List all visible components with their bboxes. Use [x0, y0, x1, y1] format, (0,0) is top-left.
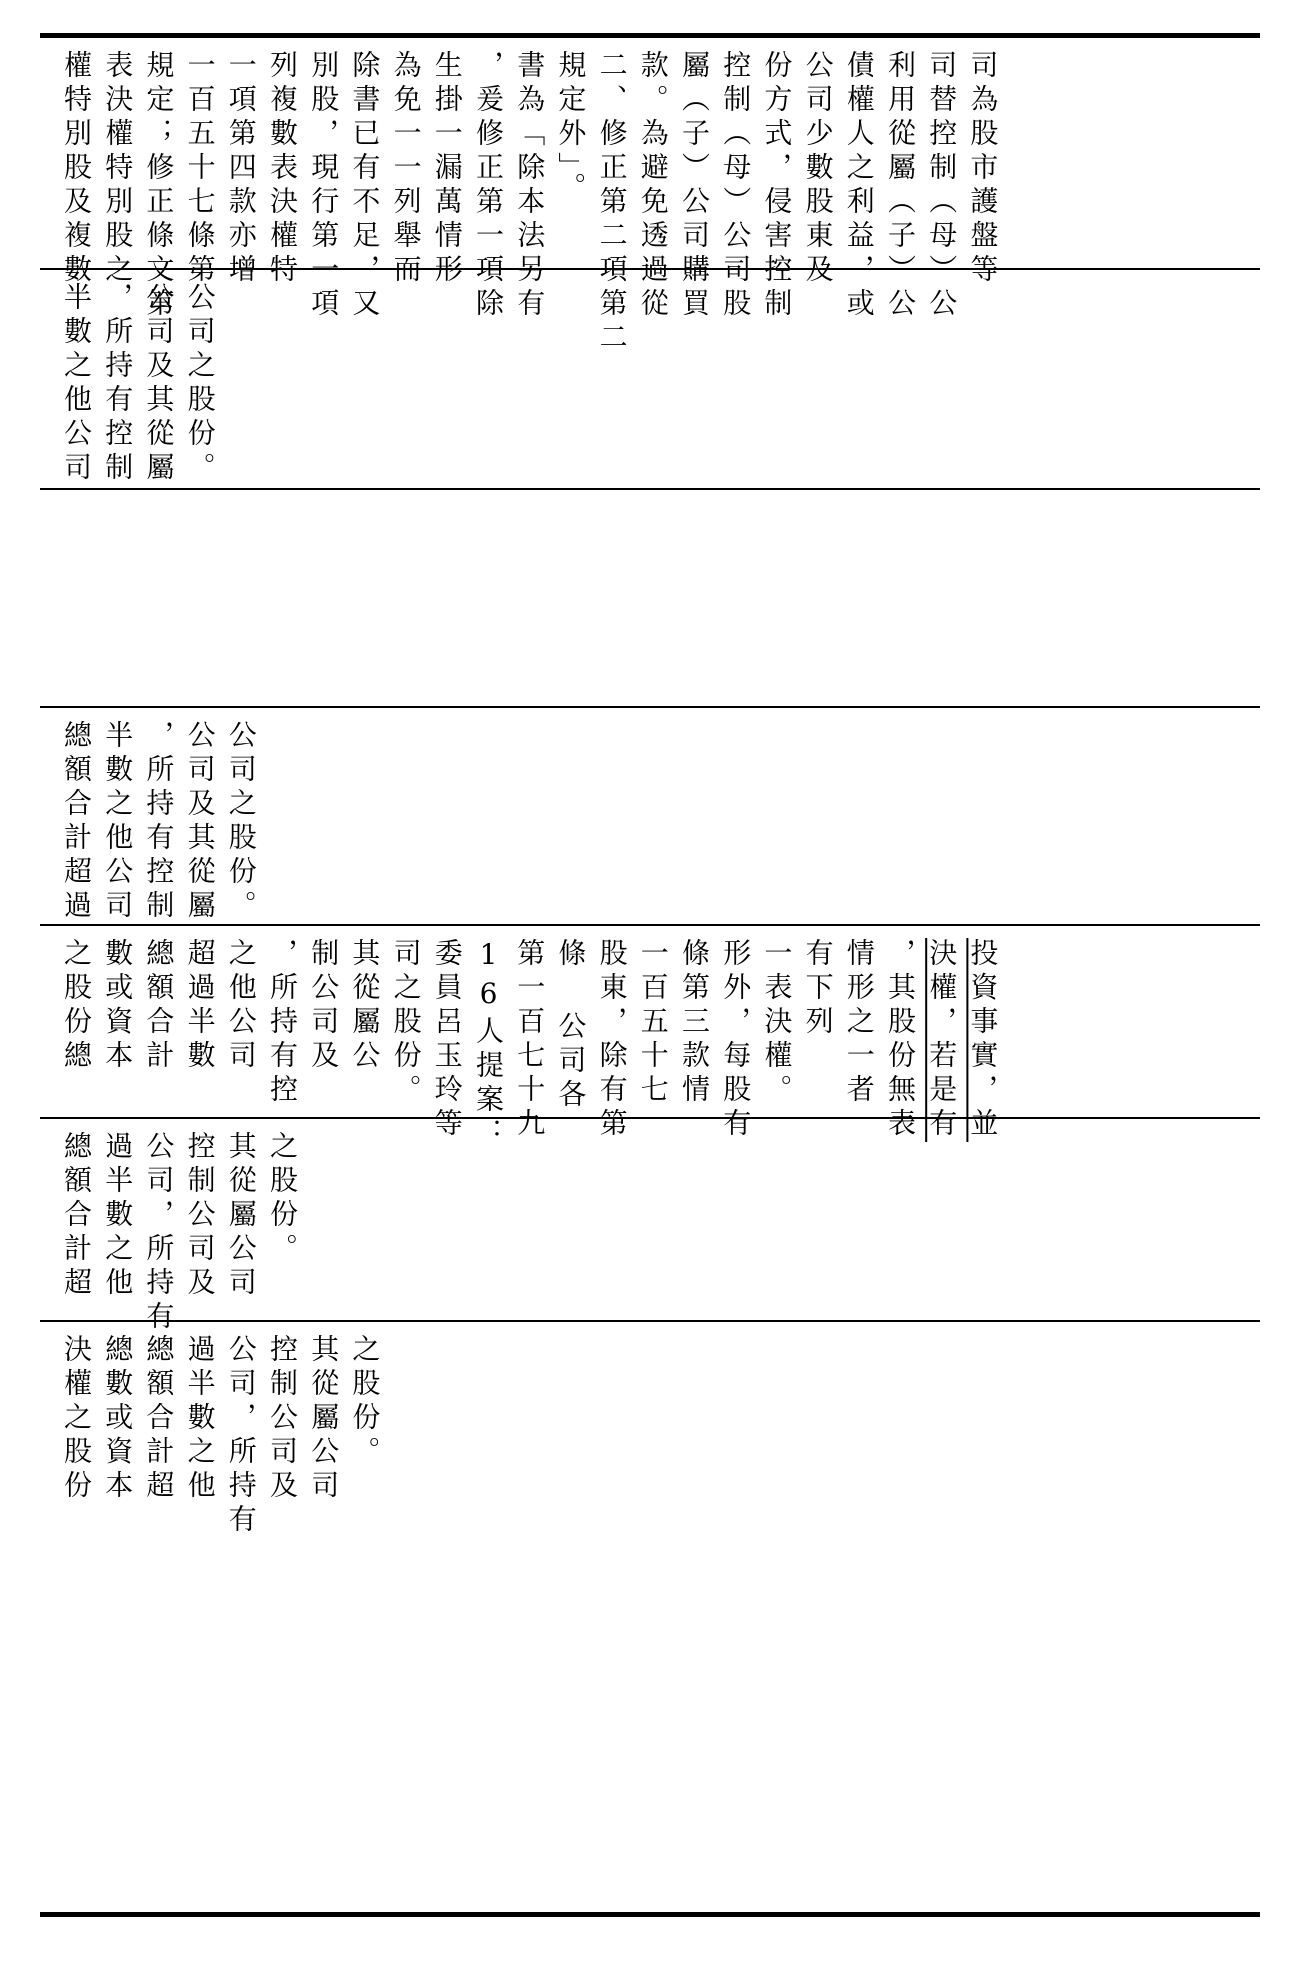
text-line: 數或資本 — [101, 938, 135, 1074]
text-line: 之股份。 — [348, 1334, 382, 1470]
text-line: 控制公司及 — [183, 1131, 217, 1301]
text-line: 第一百七十九 — [513, 938, 547, 1142]
text-line: ，爰修正第一項除 — [472, 50, 505, 322]
table-row — [40, 1322, 1260, 1912]
text-line: 款。為避免透過從 — [636, 50, 670, 322]
text-line: 之股份總 — [60, 938, 93, 1074]
text-line: 條第三款情 — [678, 938, 711, 1108]
text-line: 半數之他公司 — [60, 282, 93, 486]
text-line: 其從屬公司 — [224, 1131, 258, 1301]
text-line: 權特別股及複數 — [60, 50, 93, 288]
text-line: 總額合計 — [142, 938, 176, 1074]
text-line: 控制公司及 — [266, 1334, 299, 1504]
text-line: 控制（母）公司股 — [719, 50, 753, 322]
text-line: 為免一一列舉而 — [389, 50, 423, 288]
text-line: 公司，所持有 — [224, 1334, 258, 1538]
text-line: 投資事實，並 — [966, 938, 1000, 1142]
text-line: 公司，所持有 — [142, 1131, 176, 1335]
text-line: 公司之股份。 — [224, 720, 258, 924]
table-row — [40, 926, 1260, 1152]
text-line: 過半數之他 — [183, 1334, 217, 1504]
bottom-rule — [40, 1912, 1260, 1917]
text-line: 公司及其從屬 — [183, 720, 217, 924]
text-line: 總額合計超 — [142, 1334, 176, 1504]
table-row — [40, 38, 1260, 356]
text-line: 決權之股份 — [60, 1334, 93, 1504]
text-line: 有下列 — [801, 938, 835, 1040]
text-line: 形外，每股有 — [719, 938, 753, 1142]
text-line: 之他公司 — [224, 938, 258, 1074]
table-row — [40, 490, 1260, 706]
text-line: 決權，若是有 — [925, 938, 959, 1142]
text-line: ，所持有控 — [266, 938, 299, 1108]
text-line: 一表決權。 — [760, 938, 794, 1108]
table-row — [40, 270, 1260, 488]
text-line: 司之股份。 — [389, 938, 423, 1108]
text-line: 其從屬公司 — [307, 1334, 341, 1504]
text-line: 之股份。 — [266, 1131, 299, 1267]
text-line: 份方式，侵害控制 — [760, 50, 794, 322]
text-line: 股東，除有第 — [595, 938, 629, 1142]
text-line: 總數或資本 — [101, 1334, 135, 1504]
text-line: 一百五十七 — [636, 938, 670, 1108]
text-line: 別股，現行第一項 — [307, 50, 341, 322]
text-line: 二、修正第二項第二 — [595, 50, 629, 356]
text-line: 公司之股份。 — [183, 282, 217, 486]
text-line: 一項第四款亦增 — [224, 50, 258, 288]
text-line: 半數之他公司 — [101, 720, 135, 924]
text-line: 16人提案： — [472, 938, 505, 1152]
text-line: 除書已有不足，又 — [348, 50, 382, 322]
text-line: 超過半數 — [183, 938, 217, 1074]
text-line: ，所持有控制 — [142, 720, 176, 924]
text-line: ，所持有控制 — [101, 282, 135, 486]
text-line: 債權人之利益，或 — [842, 50, 876, 322]
text-line: 總額合計超過 — [60, 720, 93, 924]
text-line: 委員呂玉玲等 — [430, 938, 464, 1142]
text-line: 公司少數股東及 — [801, 50, 835, 288]
text-line: 規定外」。 — [554, 50, 588, 206]
text-line: 利用從屬（子）公 — [884, 50, 917, 322]
text-line: 過半數之他 — [101, 1131, 135, 1301]
text-line: 公司及其從屬 — [142, 282, 176, 486]
text-line: ，其股份無表 — [884, 938, 917, 1142]
text-line: 生掛一漏萬情形 — [430, 50, 464, 288]
text-line: 表決權特別股之 — [101, 50, 135, 288]
text-line: 總額合計超 — [60, 1131, 93, 1301]
text-line: 制公司及 — [307, 938, 341, 1074]
text-line: 司替控制（母）公 — [925, 50, 959, 322]
text-line: 一百五十七條第 — [183, 50, 217, 288]
text-line: 其從屬公 — [348, 938, 382, 1074]
text-line: 書為「除本法另有 — [513, 50, 547, 322]
table-row — [40, 1119, 1260, 1335]
text-line: 條 公司各 — [554, 938, 588, 1113]
table-row — [40, 708, 1260, 924]
text-line: 規定；修正條文第 — [142, 50, 176, 322]
text-line: 司為股市護盤等 — [966, 50, 1000, 288]
text-line: 屬（子）公司購買 — [678, 50, 711, 322]
text-line: 情形之一者 — [842, 938, 876, 1108]
text-line: 列複數表決權特 — [266, 50, 299, 288]
